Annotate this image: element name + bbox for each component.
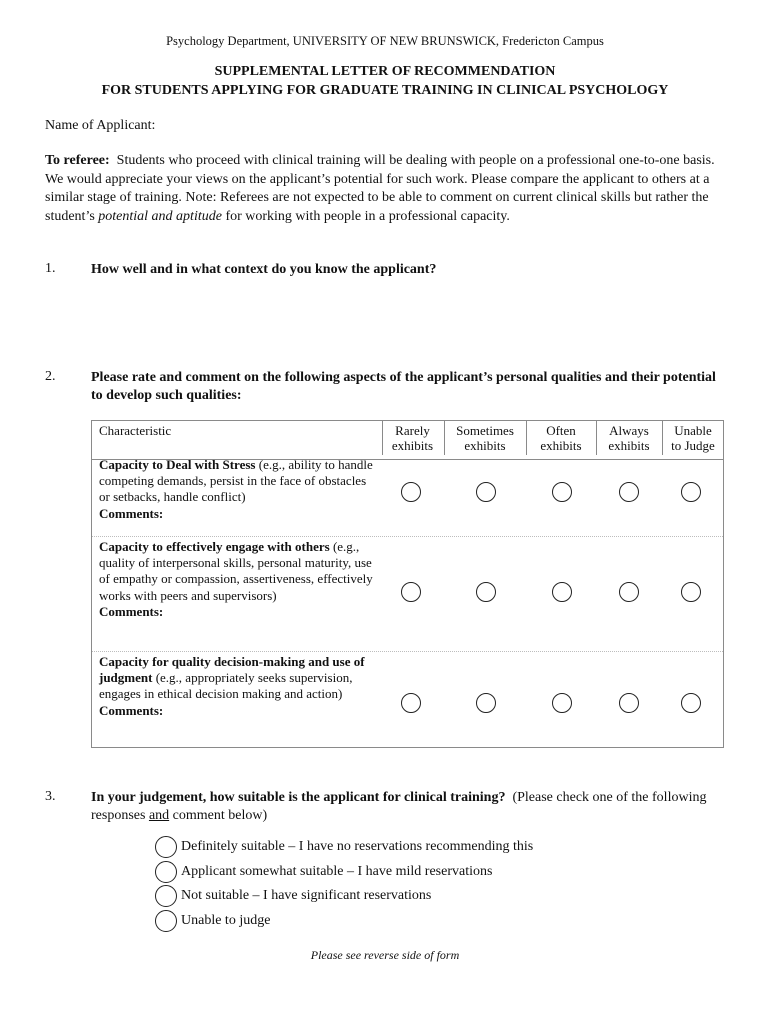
option-somewhat-suitable: Applicant somewhat suitable – I have mild reservations <box>181 864 493 879</box>
stress-sometimes-radio[interactable] <box>476 482 496 502</box>
engage-unable-radio[interactable] <box>681 582 701 602</box>
engage-always-radio[interactable] <box>619 582 639 602</box>
question-2-number: 2. <box>45 369 56 384</box>
applicant-name-label: Name of Applicant: <box>45 118 156 133</box>
header-often-exhibits: Often exhibits <box>540 423 582 453</box>
header-unable-to-judge: Unable to Judge <box>671 423 715 453</box>
stress-unable-radio[interactable] <box>681 482 701 502</box>
header-divider <box>662 421 663 455</box>
suitable-somewhat-radio[interactable] <box>155 861 177 883</box>
option-definitely-suitable: Definitely suitable – I have no reservations recommending this <box>181 839 534 854</box>
form-title-line-1: SUPPLEMENTAL LETTER OF RECOMMENDATION <box>214 64 556 79</box>
option-not-suitable: Not suitable – I have significant reservations <box>181 888 432 903</box>
engage-rarely-radio[interactable] <box>401 582 421 602</box>
referee-label: To referee: <box>45 153 110 168</box>
row-separator <box>92 651 723 652</box>
characteristic-engage: Capacity to effectively engage with others (e.g., quality of interpersonal skills, personal maturity, use of empathy or compassion, assertiveness, effectively works with peers and supervisors) Comments: <box>99 539 373 619</box>
stress-rarely-radio[interactable] <box>401 482 421 502</box>
judgment-always-radio[interactable] <box>619 693 639 713</box>
comments-label: Comments: <box>99 603 164 619</box>
engage-sometimes-radio[interactable] <box>476 582 496 602</box>
rating-table <box>91 420 724 748</box>
stress-always-radio[interactable] <box>619 482 639 502</box>
header-divider <box>444 421 445 455</box>
header-divider <box>596 421 597 455</box>
header-always-exhibits: Always exhibits <box>608 423 650 453</box>
not-suitable-radio[interactable] <box>155 885 177 907</box>
header-characteristic: Characteristic <box>99 423 172 438</box>
header-rarely-exhibits: Rarely exhibits <box>391 423 434 453</box>
form-title-line-2: FOR STUDENTS APPLYING FOR GRADUATE TRAINING IN CLINICAL PSYCHOLOGY <box>101 83 669 98</box>
unable-to-judge-radio[interactable] <box>155 910 177 932</box>
characteristic-judgment: Capacity for quality decision-making and use of judgment (e.g., appropriately seeks supervision, engages in ethical decision making and action) Comments: <box>99 654 365 718</box>
engage-often-radio[interactable] <box>552 582 572 602</box>
comments-label: Comments: <box>99 702 164 718</box>
judgment-often-radio[interactable] <box>552 693 572 713</box>
judgment-sometimes-radio[interactable] <box>476 693 496 713</box>
instructions-text-end: for working with people in a professional capacity. <box>225 208 510 224</box>
question-3-text: In your judgement, how suitable is the applicant for clinical training? (Please check one of the following responses and comment below) <box>91 790 707 823</box>
comments-label: Comments: <box>99 505 164 521</box>
option-unable-to-judge: Unable to judge <box>181 913 271 928</box>
question-1-number: 1. <box>45 261 56 276</box>
header-divider <box>382 421 383 455</box>
reverse-side-note: Please see reverse side of form <box>310 948 460 962</box>
row-separator <box>92 536 723 537</box>
judgment-unable-radio[interactable] <box>681 693 701 713</box>
question-3-number: 3. <box>45 789 56 804</box>
suitable-definitely-radio[interactable] <box>155 836 177 858</box>
characteristic-stress: Capacity to Deal with Stress (e.g., ability to handle competing demands, persist in the face of obstacles or setbacks, handle conflict) Comments: <box>99 457 373 521</box>
question-1-text: How well and in what context do you know the applicant? <box>91 262 437 277</box>
department-header: Psychology Department, UNIVERSITY OF NEW BRUNSWICK, Fredericton Campus <box>166 34 604 48</box>
referee-instructions <box>45 152 725 226</box>
instructions-text: Students who proceed with clinical training will be dealing with people on a professional one-to-one basis. We would appreciate your views on the applicant’s potential for such work. Please compare the applicant to others at a similar stage of training. Note: Referees are not expected to be able to comment on current clinical skills but rather the student’s <box>45 153 715 224</box>
instructions-emphasis: potential and aptitude <box>98 208 222 224</box>
question-2-text: Please rate and comment on the following aspects of the applicant’s personal qualities and their potential to develop such qualities: <box>91 370 716 403</box>
header-divider <box>526 421 527 455</box>
header-sometimes-exhibits: Sometimes exhibits <box>456 423 514 453</box>
judgment-rarely-radio[interactable] <box>401 693 421 713</box>
stress-often-radio[interactable] <box>552 482 572 502</box>
